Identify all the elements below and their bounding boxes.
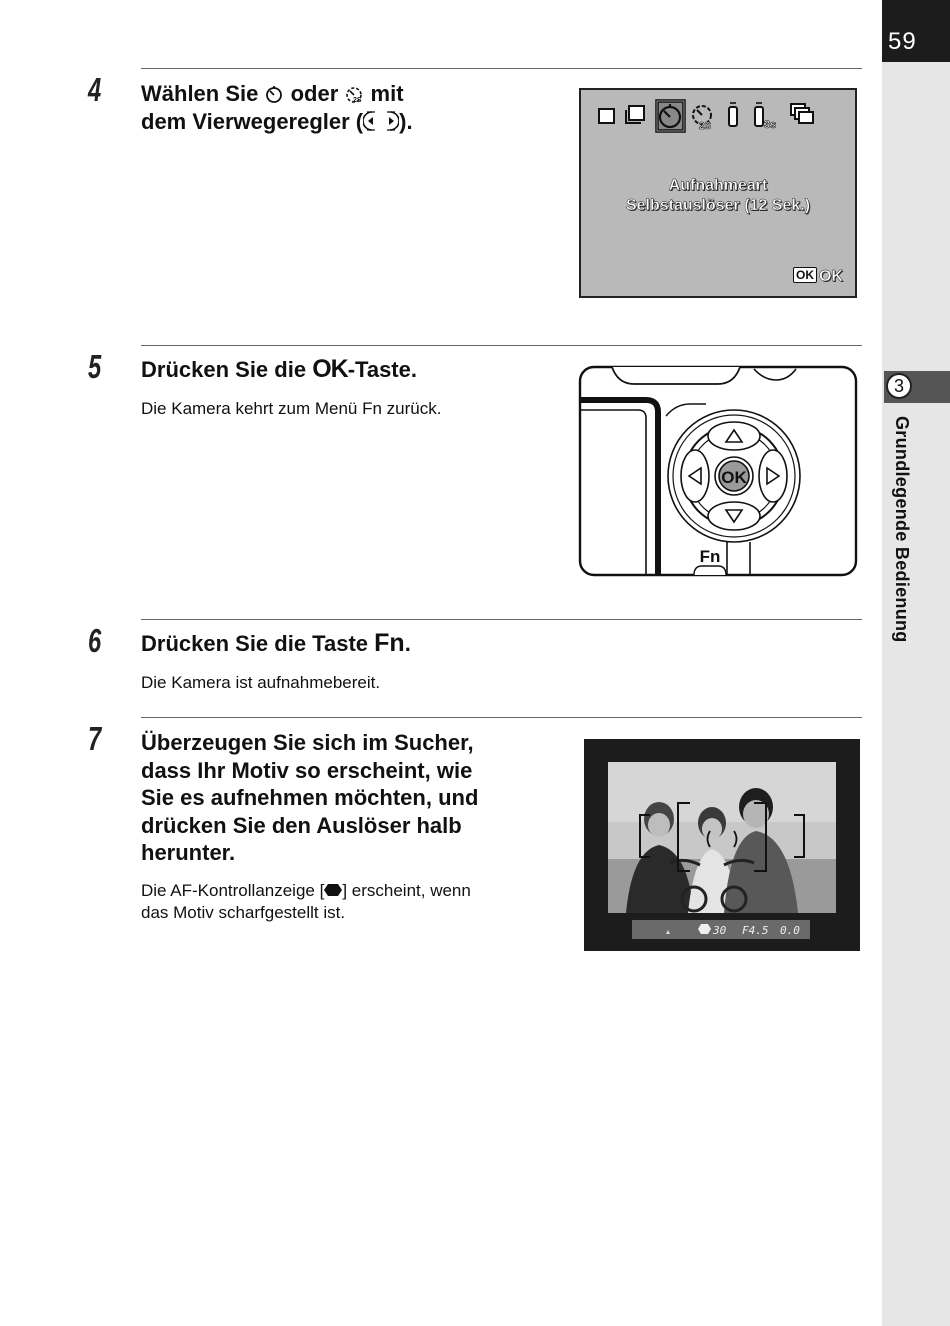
step-divider (141, 717, 862, 718)
step-body (141, 880, 471, 924)
step-heading (141, 356, 417, 384)
viewfinder-illustration (584, 739, 860, 951)
heading-line: Überzeugen Sie sich im Sucher, (141, 730, 474, 755)
svg-text:Fn: Fn (699, 547, 721, 566)
camera-back-illustration (578, 364, 860, 580)
chapter-title: Grundlegende Bedienung (892, 416, 912, 643)
heading-text: dem Vierwegeregler ( (141, 108, 364, 134)
step-heading (141, 729, 478, 867)
chapter-sidebar (882, 0, 950, 1326)
step-divider (141, 68, 862, 69)
svg-text:F4.5: F4.5 (742, 924, 769, 937)
step-number: 7 (88, 720, 102, 757)
single-frame-icon (599, 109, 614, 123)
step-heading (141, 80, 413, 135)
svg-text:OK: OK (721, 468, 747, 487)
lcd-screen (579, 88, 857, 298)
heading-text: Drücken Sie die (141, 357, 307, 382)
body-text: Die AF-Kontrollanzeige [ (141, 881, 325, 900)
heading-text: Drücken Sie die Taste (141, 631, 369, 656)
heading-text: ). (399, 108, 413, 134)
svg-text:30: 30 (713, 924, 727, 937)
svg-text:2S: 2S (353, 97, 362, 104)
svg-text:2S: 2S (699, 121, 712, 132)
viewfinder-svg (584, 739, 860, 951)
step-number: 6 (88, 622, 102, 659)
step-number: 4 (88, 71, 102, 108)
heading-text: Wählen Sie (141, 81, 259, 106)
self-timer-2s-icon (344, 84, 364, 104)
step-number: 5 (88, 348, 102, 385)
lcd-ok-hint (793, 267, 843, 286)
heading-text: oder (290, 81, 339, 106)
four-way-controller-icon (363, 110, 399, 132)
remote-icon (729, 107, 737, 126)
ok-key-icon: OK (793, 267, 817, 283)
continuous-icon (629, 106, 644, 120)
heading-text: mit (370, 81, 404, 106)
heading-text: . (404, 631, 411, 656)
step-body: Die Kamera kehrt zum Menü Fn zurück. (141, 399, 442, 418)
svg-text:0.0: 0.0 (780, 924, 800, 937)
drive-mode-icons (581, 90, 855, 140)
fn-button-glyph: Fn (374, 629, 405, 657)
body-text: ] erscheint, wenn (342, 881, 471, 900)
step-divider (141, 619, 862, 620)
heading-text: -Taste. (347, 357, 417, 382)
heading-line: herunter. (141, 840, 236, 865)
heading-line: drücken Sie den Auslöser halb (141, 812, 462, 838)
self-timer-icon (264, 84, 284, 104)
heading-line: Sie es aufnehmen möchten, und (141, 785, 479, 810)
body-text: das Motiv scharfgestellt ist. (141, 903, 346, 922)
chapter-number: 3 (886, 373, 912, 399)
step-heading (141, 630, 411, 658)
svg-text:3s: 3s (764, 119, 777, 131)
remote-3s-icon (755, 107, 763, 126)
lcd-caption-title: Aufnahmeart (668, 177, 768, 194)
af-indicator-icon (324, 883, 342, 897)
ok-button-glyph: OK (312, 355, 348, 383)
step-body: Die Kamera ist aufnahmebereit. (141, 673, 381, 692)
lcd-caption-mode: Selbstauslöser (12 Sek.) (625, 197, 811, 214)
step-divider (141, 345, 862, 346)
page-number: 59 (888, 28, 917, 55)
ok-hint-label: OK (819, 268, 843, 285)
heading-line: dass Ihr Motiv so erscheint, wie (141, 757, 473, 783)
